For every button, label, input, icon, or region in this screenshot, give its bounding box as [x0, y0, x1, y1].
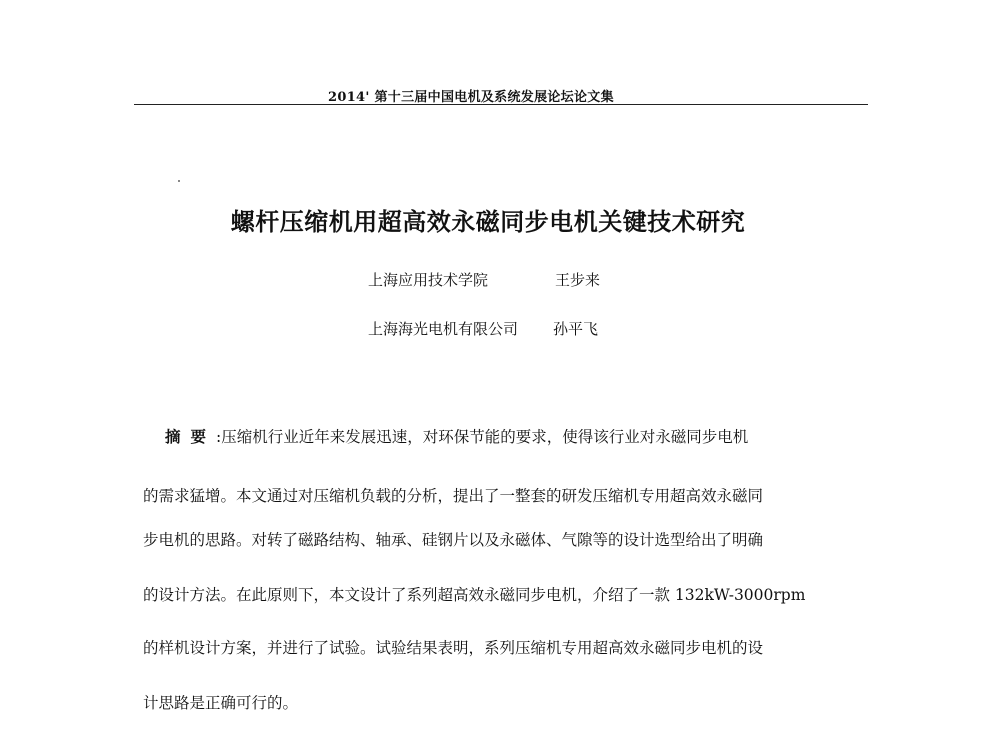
abstract-line-3: 步电机的思路。对转了磁路结构、轴承、硅钢片以及永磁体、气隙等的设计选型给出了明确: [143, 531, 764, 549]
header-rule: [134, 104, 868, 105]
author-name-2: 孙平飞: [553, 320, 599, 338]
scan-artifact: [178, 180, 180, 182]
paper-title: [0, 202, 1000, 237]
author-name-1: 王步来: [555, 271, 601, 289]
abstract-line-6: 计思路是正确可行的。: [143, 694, 299, 712]
abstract-line-2: 的需求猛增。本文通过对压缩机负载的分析，提出了一整套的研发压缩机专用超高效永磁同: [143, 487, 764, 505]
abstract-label: 摘要: [165, 427, 217, 446]
author-affiliation-1: 上海应用技术学院: [368, 271, 489, 289]
author-affiliation-2: 上海海光电机有限公司: [368, 320, 519, 338]
abstract-label-separator: :: [216, 428, 222, 446]
abstract-text: 压缩机行业近年来发展迅速，对环保节能的要求，使得该行业对永磁同步电机: [221, 428, 749, 446]
abstract-line-5: 的样机设计方案，并进行了试验。试验结果表明，系列压缩机专用超高效永磁同步电机的设: [143, 639, 764, 657]
abstract-line-1: [165, 425, 748, 447]
abstract-line-4: 的设计方法。在此原则下，本文设计了系列超高效永磁同步电机，介绍了一款 132kW-3000rpm: [143, 586, 806, 604]
running-header: 2014' 第十三届中国电机及系统发展论坛论文集: [328, 90, 614, 105]
paper-title-text: 螺杆压缩机用超高效永磁同步电机关键技术研究: [230, 207, 746, 236]
